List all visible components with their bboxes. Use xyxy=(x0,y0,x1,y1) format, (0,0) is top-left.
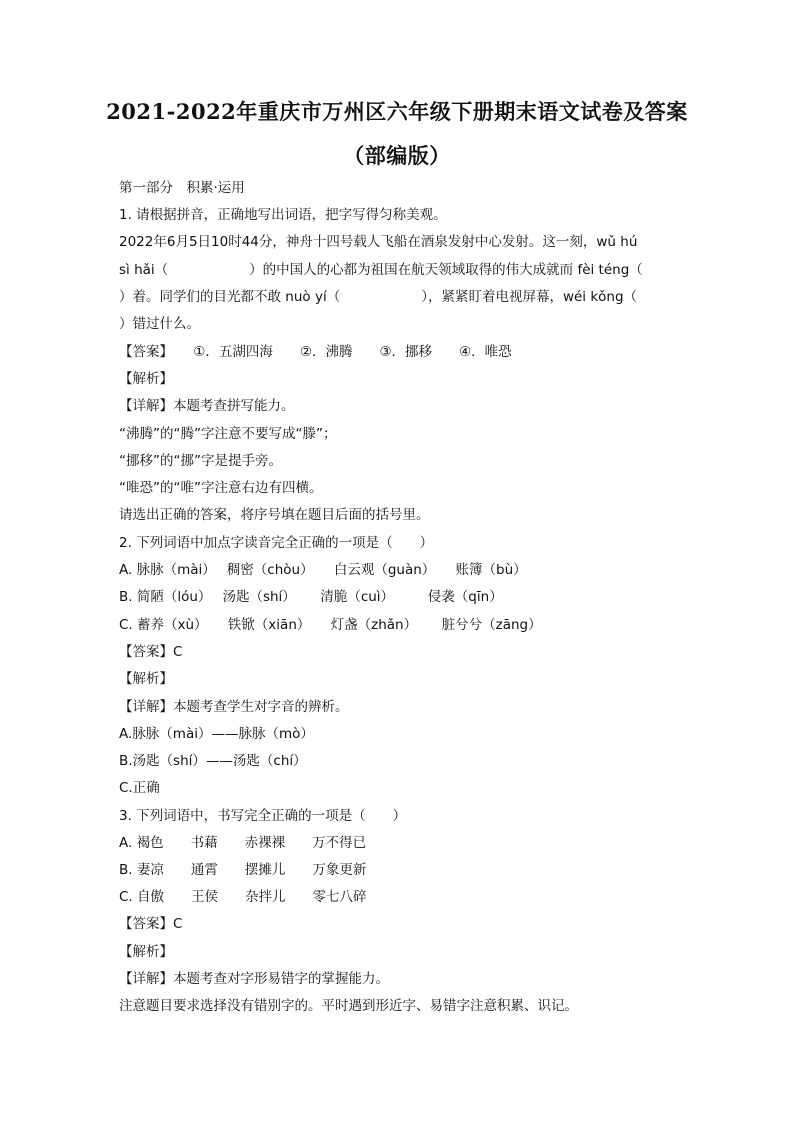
question-3-prompt: 3. 下列词语中，书写完全正确的一项是（ ） xyxy=(119,808,407,824)
instruction-text: 请选出正确的答案，将序号填在题目后面的括号里。 xyxy=(119,507,430,523)
detail-text: A.脉脉（mài）——脉脉（mò） xyxy=(119,726,314,742)
question-1-text-line: ）着。同学们的目光都不敢 nuò yí（ ），紧紧盯着电视屏幕，wéi kǒng（ xyxy=(119,289,638,305)
question-1-text-line: 2022年6月5日10时44分，神舟十四号载人飞船在酒泉发射中心发射。这一刻，wǔ hú xyxy=(119,234,638,250)
question-3-option-a: A. 褐色 书藉 赤裸裸 万不得已 xyxy=(119,835,367,851)
answer-label: 【答案】C xyxy=(119,644,183,660)
answer-label: 【答案】C xyxy=(119,916,183,932)
question-1-text-line: sì hǎi（ ）的中国人的心都为祖国在航天领域取得的伟大成就而 fèi téng（ xyxy=(119,262,643,278)
detail-text: “唯恐”的“唯”字注意右边有四横。 xyxy=(119,480,323,496)
detail-text: C.正确 xyxy=(119,780,160,796)
question-2-option-a: A. 脉脉（mài） 稠密（chòu） 白云观（guàn） 账簿（bù） xyxy=(119,562,527,578)
question-1-text-line: ）错过什么。 xyxy=(119,316,200,332)
answer-label: 【答案】 ①．五湖四海 ②．沸腾 ③．挪移 ④．唯恐 xyxy=(119,344,512,360)
detail-text: 【详解】本题考查拼写能力。 xyxy=(119,398,295,414)
question-3-option-b: B. 妻凉 通霄 摆摊儿 万象更新 xyxy=(119,862,367,878)
page-title: 2021-2022年重庆市万州区六年级下册期末语文试卷及答案 xyxy=(106,99,688,124)
analysis-label: 【解析】 xyxy=(119,944,173,960)
analysis-label: 【解析】 xyxy=(119,671,173,687)
detail-text: 注意题目要求选择没有错别字的。平时遇到形近字、易错字注意积累、识记。 xyxy=(119,998,578,1014)
detail-text: 【详解】本题考查对字形易错字的掌握能力。 xyxy=(119,971,389,987)
page-subtitle: （部编版） xyxy=(343,143,451,168)
detail-text: 【详解】本题考查学生对字音的辨析。 xyxy=(119,699,349,715)
question-2-option-b: B. 简陋（lóu） 汤匙（shí） 清脆（cuì） 侵袭（qīn） xyxy=(119,589,503,605)
question-2-option-c: C. 蓄养（xù） 铁锨（xiān） 灯盏（zhǎn） 脏兮兮（zāng） xyxy=(119,617,542,633)
detail-text: B.汤匙（shí）——汤匙（chí） xyxy=(119,753,307,769)
question-2-prompt: 2. 下列词语中加点字读音完全正确的一项是（ ） xyxy=(119,535,434,551)
analysis-label: 【解析】 xyxy=(119,371,173,387)
detail-text: “沸腾”的“腾”字注意不要写成“滕”； xyxy=(119,426,337,442)
question-1-prompt: 1. 请根据拼音，正确地写出词语，把字写得匀称美观。 xyxy=(119,207,447,223)
detail-text: “挪移”的“挪”字是提手旁。 xyxy=(119,453,282,469)
question-3-option-c: C. 自傲 王侯 杂拌儿 零七八碎 xyxy=(119,889,367,905)
section-heading: 第一部分 积累·运用 xyxy=(119,180,245,196)
